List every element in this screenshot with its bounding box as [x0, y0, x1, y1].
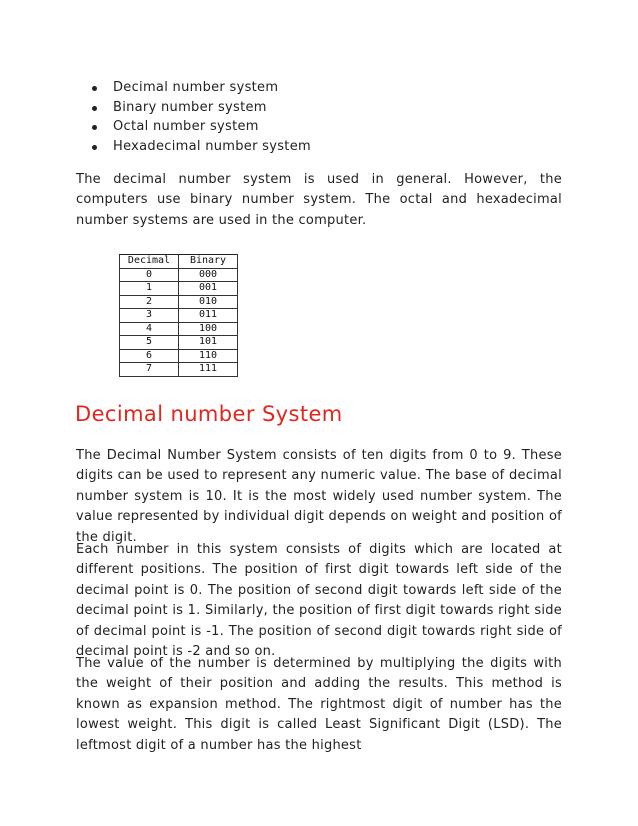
- section-paragraph: Each number in this system consists of digits which are located at different positions. The position of first digit towards left side of the decimal point is 0. The position of second digit towards left side of the decimal point is 1. Similarly, the position of first digit towards right side of decimal point is -1. The position of second digit towards right side of decimal point is -2 and so on.: [76, 542, 562, 660]
- table-row: [120, 363, 238, 377]
- table-row: [120, 295, 238, 309]
- number-systems-list: [92, 78, 311, 156]
- table-cell: 000: [179, 268, 238, 282]
- table-row: [120, 282, 238, 296]
- list-item: Octal number system: [92, 117, 311, 137]
- table-cell: 6: [120, 349, 179, 363]
- table-cell: 101: [179, 336, 238, 350]
- table-cell: 2: [120, 295, 179, 309]
- column-header-decimal: Decimal: [120, 255, 179, 269]
- table-cell: 0: [120, 268, 179, 282]
- table-row: [120, 322, 238, 336]
- table-cell: 3: [120, 309, 179, 323]
- list-item: Decimal number system: [92, 78, 311, 98]
- table-cell: 010: [179, 295, 238, 309]
- list-item: Binary number system: [92, 98, 311, 118]
- table-cell: 5: [120, 336, 179, 350]
- section-heading: Decimal number System: [75, 402, 343, 426]
- list-item: Hexadecimal number system: [92, 137, 311, 157]
- table-cell: 4: [120, 322, 179, 336]
- section-paragraph: The value of the number is determined by multiplying the digits with the weight of their position and adding the results. This method is known as expansion method. The rightmost digit of number has the lowest weight. This digit is called Least Significant Digit (LSD). The leftmost digit of a number has the highest: [76, 656, 562, 753]
- section-paragraph: The Decimal Number System consists of ten digits from 0 to 9. These digits can be used to represent any numeric value. The base of decimal number system is 10. It is the most widely used number system. The value represented by individual digit depends on weight and position of the digit.: [76, 448, 562, 545]
- table-cell: 001: [179, 282, 238, 296]
- table-cell: 110: [179, 349, 238, 363]
- table-header-row: [120, 255, 238, 269]
- table-row: [120, 336, 238, 350]
- intro-paragraph: The decimal number system is used in general. However, the computers use binary number system. The octal and hexadecimal number systems are used in the computer.: [76, 172, 562, 228]
- decimal-binary-table: [119, 254, 238, 377]
- table-row: [120, 268, 238, 282]
- table-row: [120, 349, 238, 363]
- table-row: [120, 309, 238, 323]
- table-cell: 1: [120, 282, 179, 296]
- table-cell: 100: [179, 322, 238, 336]
- table-cell: 7: [120, 363, 179, 377]
- table-cell: 111: [179, 363, 238, 377]
- table-cell: 011: [179, 309, 238, 323]
- column-header-binary: Binary: [179, 255, 238, 269]
